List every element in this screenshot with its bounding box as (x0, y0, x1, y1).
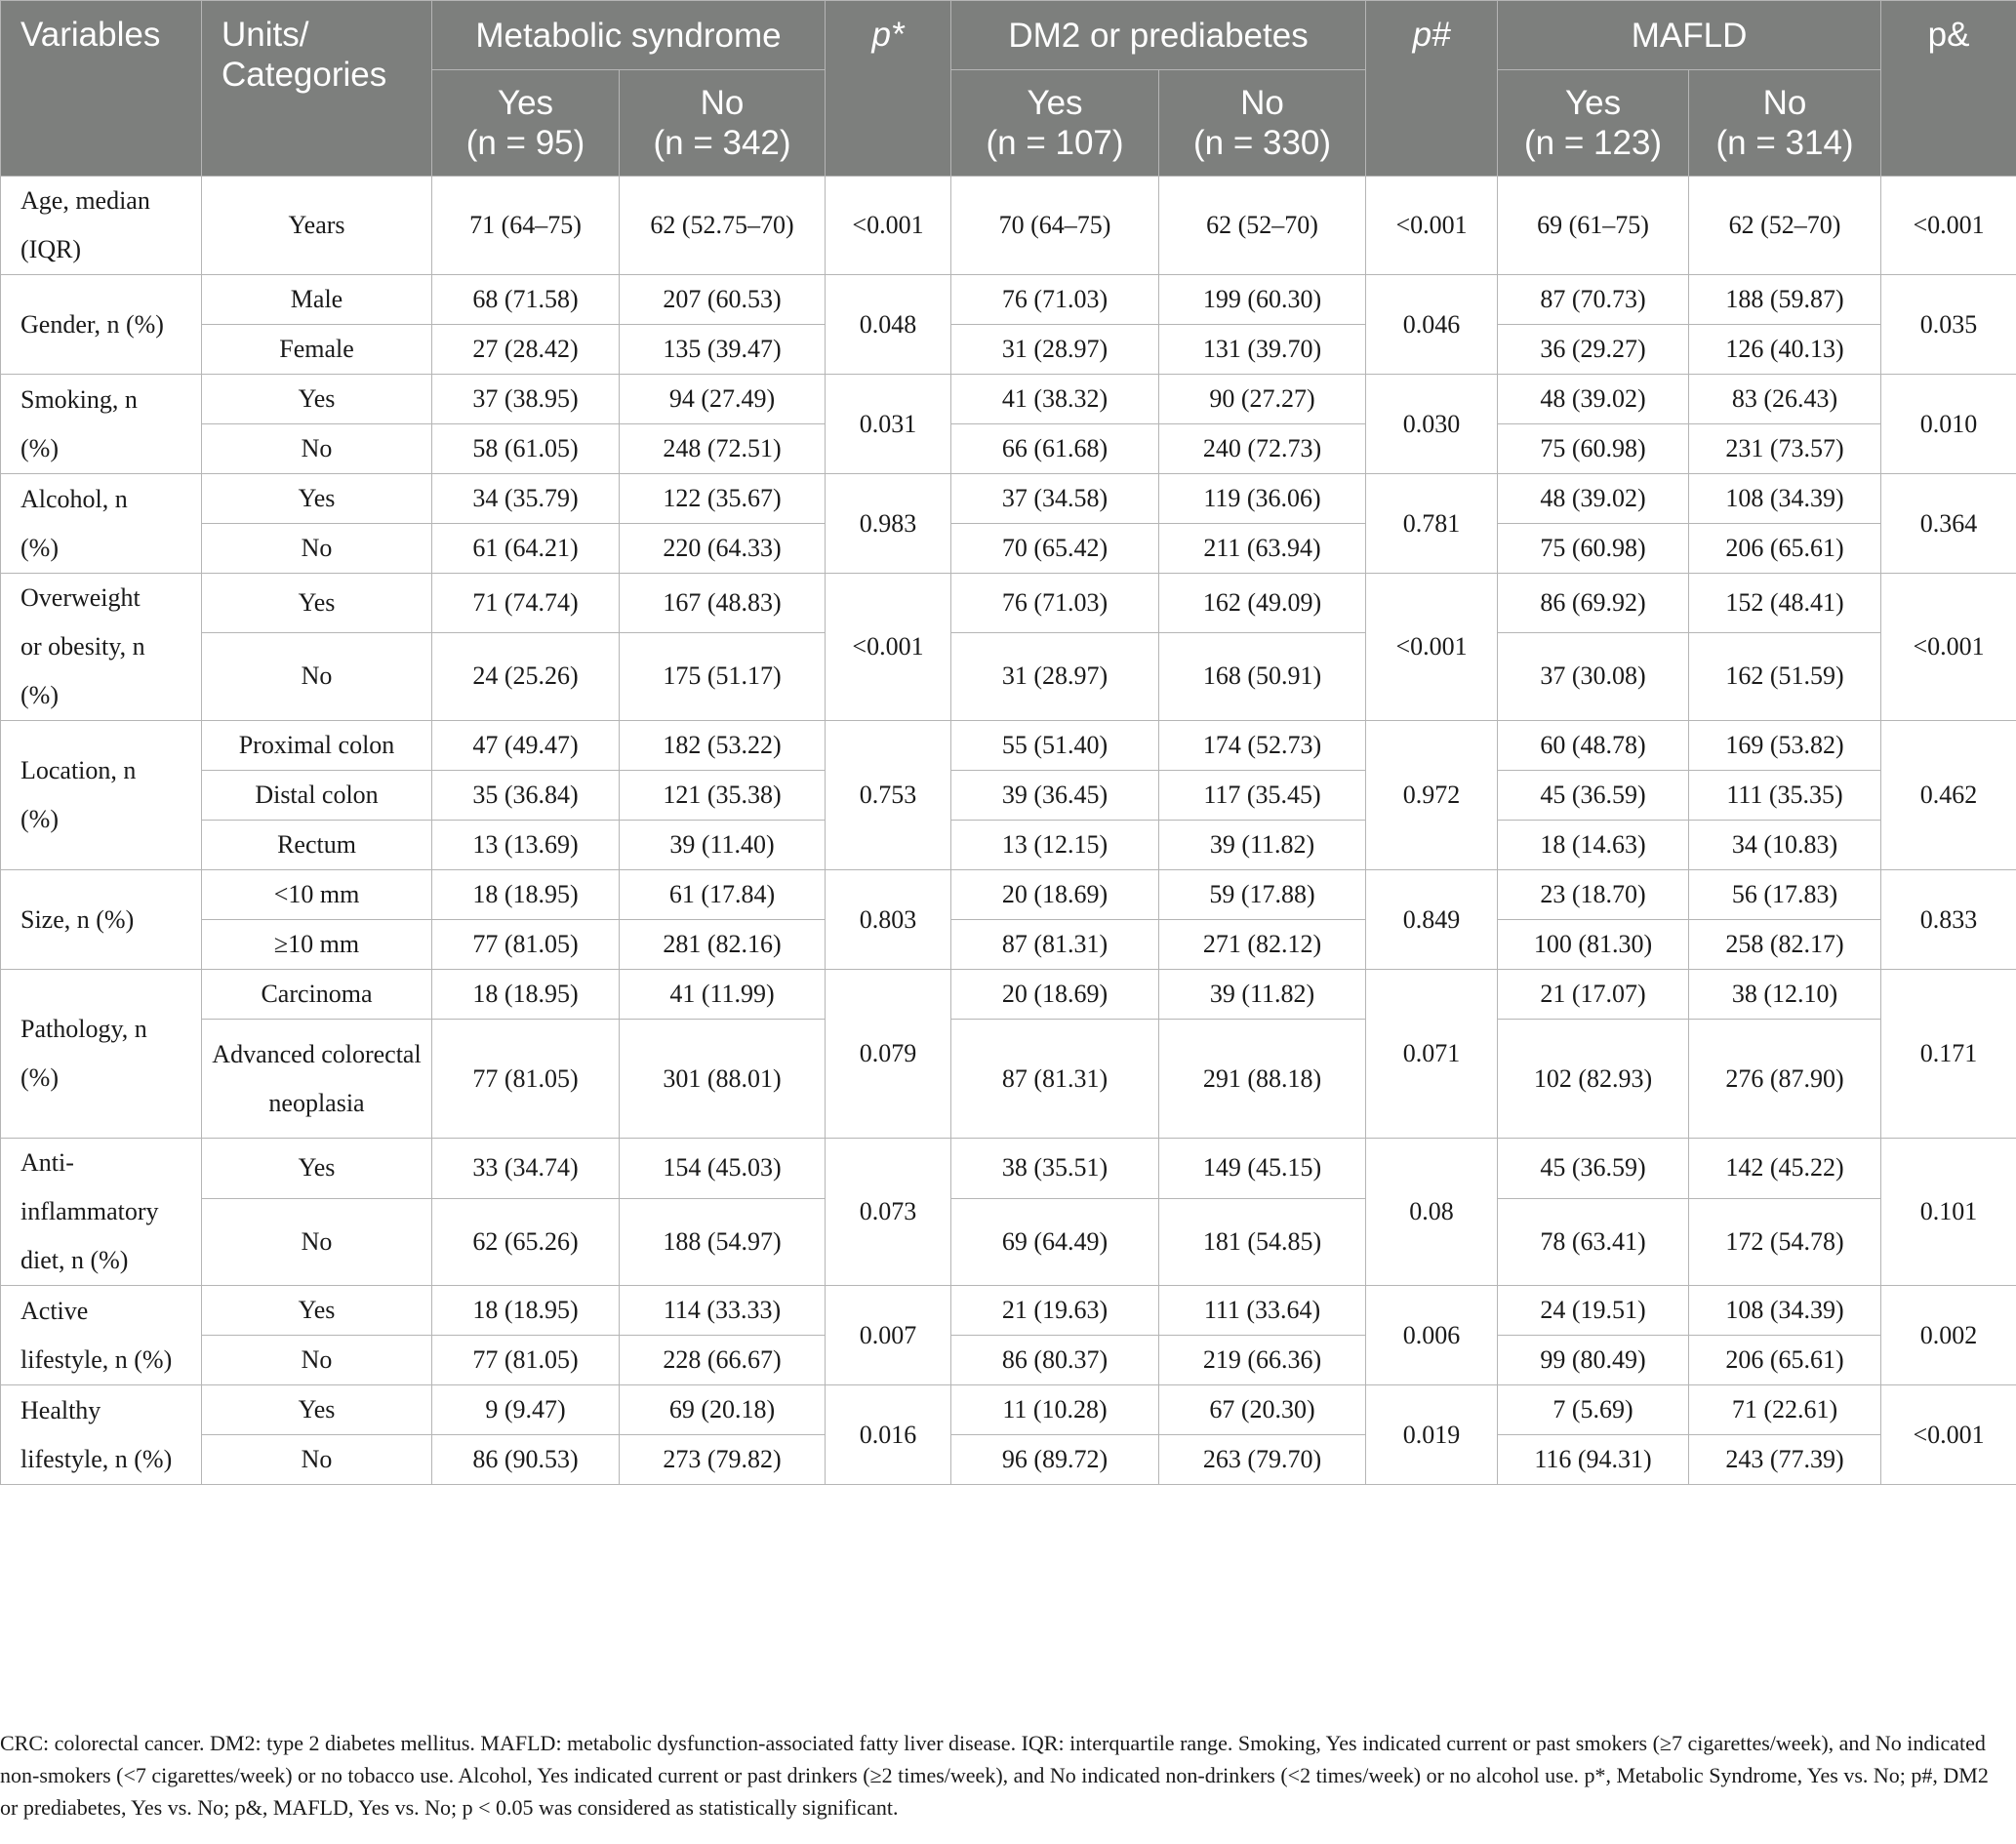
cell-value: 18 (14.63) (1498, 821, 1689, 870)
table-row (1, 721, 2016, 771)
cell-value: 77 (81.05) (432, 1336, 620, 1385)
cell-value: 37 (30.08) (1498, 632, 1689, 720)
table-row (1, 1435, 2016, 1485)
cell-value: 96 (89.72) (951, 1435, 1159, 1485)
row-category-label: <10 mm (202, 870, 432, 920)
row-category-label: Yes (202, 574, 432, 633)
row-category-label: Female (202, 325, 432, 375)
cell-value: 71 (64–75) (432, 177, 620, 275)
row-variable-label: Size, n (%) (1, 870, 202, 970)
cell-value: 206 (65.61) (1689, 1336, 1881, 1385)
cell-value: 45 (36.59) (1498, 771, 1689, 821)
cell-value: 70 (64–75) (951, 177, 1159, 275)
cell-value: 188 (54.97) (620, 1198, 826, 1285)
p-value: <0.001 (1881, 1385, 2016, 1485)
cell-value: 169 (53.82) (1689, 721, 1881, 771)
cell-value: 291 (88.18) (1159, 1020, 1366, 1139)
cell-value: 87 (81.31) (951, 920, 1159, 970)
row-variable-label: Location, n (%) (1, 721, 202, 870)
header-sub-no-3: No (n = 330) (1159, 70, 1366, 177)
cell-value: 135 (39.47) (620, 325, 826, 375)
cell-value: 220 (64.33) (620, 524, 826, 574)
cell-value: 36 (29.27) (1498, 325, 1689, 375)
row-category-label: Yes (202, 375, 432, 424)
cell-value: 199 (60.30) (1159, 275, 1366, 325)
table-row (1, 1385, 2016, 1435)
table-row (1, 474, 2016, 524)
cell-value: 99 (80.49) (1498, 1336, 1689, 1385)
table-row (1, 375, 2016, 424)
cell-value: 100 (81.30) (1498, 920, 1689, 970)
row-category-label: Proximal colon (202, 721, 432, 771)
cell-value: 181 (54.85) (1159, 1198, 1366, 1285)
header-group-metabolic-syndrome: Metabolic syndrome (432, 1, 826, 70)
table-row (1, 821, 2016, 870)
header-variables: Variables (1, 1, 202, 177)
cell-value: 168 (50.91) (1159, 632, 1366, 720)
row-category-label: Yes (202, 1385, 432, 1435)
cell-value: 62 (52.75–70) (620, 177, 826, 275)
table-row (1, 1139, 2016, 1199)
cell-value: 122 (35.67) (620, 474, 826, 524)
cell-value: 188 (59.87) (1689, 275, 1881, 325)
p-value: 0.071 (1366, 970, 1498, 1139)
cell-value: 114 (33.33) (620, 1286, 826, 1336)
row-category-label: Distal colon (202, 771, 432, 821)
p-value: 0.849 (1366, 870, 1498, 970)
cell-value: 39 (11.82) (1159, 821, 1366, 870)
header-sub-no-1: No (n = 342) (620, 70, 826, 177)
p-value: 0.035 (1881, 275, 2016, 375)
p-value: 0.753 (826, 721, 951, 870)
p-value: 0.171 (1881, 970, 2016, 1139)
cell-value: 75 (60.98) (1498, 424, 1689, 474)
cell-value: 61 (64.21) (432, 524, 620, 574)
cell-value: 108 (34.39) (1689, 1286, 1881, 1336)
cell-value: 75 (60.98) (1498, 524, 1689, 574)
p-value: 0.972 (1366, 721, 1498, 870)
cell-value: 21 (19.63) (951, 1286, 1159, 1336)
row-variable-label: Gender, n (%) (1, 275, 202, 375)
p-value: 0.781 (1366, 474, 1498, 574)
cell-value: 24 (25.26) (432, 632, 620, 720)
cell-value: 41 (38.32) (951, 375, 1159, 424)
p-value: 0.462 (1881, 721, 2016, 870)
table-row (1, 1336, 2016, 1385)
cell-value: 228 (66.67) (620, 1336, 826, 1385)
row-variable-label: Overweight or obesity, n (%) (1, 574, 202, 721)
cell-value: 271 (82.12) (1159, 920, 1366, 970)
row-category-label: No (202, 1198, 432, 1285)
row-variable-label: Smoking, n (%) (1, 375, 202, 474)
row-category-label: Carcinoma (202, 970, 432, 1020)
header-group-mafld: MAFLD (1498, 1, 1881, 70)
cell-value: 31 (28.97) (951, 325, 1159, 375)
cell-value: 69 (20.18) (620, 1385, 826, 1435)
table-row (1, 424, 2016, 474)
cell-value: 35 (36.84) (432, 771, 620, 821)
p-value: <0.001 (1366, 574, 1498, 721)
cell-value: 90 (27.27) (1159, 375, 1366, 424)
cell-value: 71 (74.74) (432, 574, 620, 633)
cell-value: 119 (36.06) (1159, 474, 1366, 524)
cell-value: 206 (65.61) (1689, 524, 1881, 574)
cell-value: 116 (94.31) (1498, 1435, 1689, 1485)
row-category-label: Advanced colorectal neoplasia (202, 1020, 432, 1139)
table-row (1, 275, 2016, 325)
cell-value: 117 (35.45) (1159, 771, 1366, 821)
cell-value: 18 (18.95) (432, 1286, 620, 1336)
cell-value: 38 (12.10) (1689, 970, 1881, 1020)
cell-value: 60 (48.78) (1498, 721, 1689, 771)
cell-value: 94 (27.49) (620, 375, 826, 424)
cell-value: 87 (81.31) (951, 1020, 1159, 1139)
cell-value: 47 (49.47) (432, 721, 620, 771)
cell-value: 59 (17.88) (1159, 870, 1366, 920)
table-row (1, 920, 2016, 970)
row-category-label: No (202, 524, 432, 574)
p-value: 0.983 (826, 474, 951, 574)
cell-value: 41 (11.99) (620, 970, 826, 1020)
table-row (1, 870, 2016, 920)
cell-value: 61 (17.84) (620, 870, 826, 920)
header-sub-yes-4: Yes (n = 123) (1498, 70, 1689, 177)
cell-value: 162 (51.59) (1689, 632, 1881, 720)
cell-value: 33 (34.74) (432, 1139, 620, 1199)
p-value: <0.001 (1366, 177, 1498, 275)
cell-value: 45 (36.59) (1498, 1139, 1689, 1199)
cell-value: 111 (33.64) (1159, 1286, 1366, 1336)
cell-value: 34 (35.79) (432, 474, 620, 524)
row-category-label: No (202, 1336, 432, 1385)
p-value: 0.016 (826, 1385, 951, 1485)
cell-value: 86 (90.53) (432, 1435, 620, 1485)
cell-value: 21 (17.07) (1498, 970, 1689, 1020)
cell-value: 102 (82.93) (1498, 1020, 1689, 1139)
p-value: 0.007 (826, 1286, 951, 1385)
table-row (1, 632, 2016, 720)
cell-value: 48 (39.02) (1498, 474, 1689, 524)
p-value: 0.833 (1881, 870, 2016, 970)
p-value: 0.046 (1366, 275, 1498, 375)
p-value: 0.002 (1881, 1286, 2016, 1385)
table-row (1, 1198, 2016, 1285)
cell-value: 248 (72.51) (620, 424, 826, 474)
cell-value: 11 (10.28) (951, 1385, 1159, 1435)
cell-value: 23 (18.70) (1498, 870, 1689, 920)
header-units: Units/ Categories (202, 1, 432, 177)
cell-value: 39 (36.45) (951, 771, 1159, 821)
cell-value: 7 (5.69) (1498, 1385, 1689, 1435)
cell-value: 67 (20.30) (1159, 1385, 1366, 1435)
cell-value: 56 (17.83) (1689, 870, 1881, 920)
cell-value: 219 (66.36) (1159, 1336, 1366, 1385)
row-category-label: Male (202, 275, 432, 325)
cell-value: 77 (81.05) (432, 920, 620, 970)
table-row (1, 574, 2016, 633)
header-p-amp: p& (1881, 1, 2016, 177)
cell-value: 162 (49.09) (1159, 574, 1366, 633)
cell-value: 34 (10.83) (1689, 821, 1881, 870)
p-value: <0.001 (1881, 574, 2016, 721)
p-value: <0.001 (826, 177, 951, 275)
cell-value: 66 (61.68) (951, 424, 1159, 474)
row-category-label: ≥10 mm (202, 920, 432, 970)
cell-value: 62 (52–70) (1159, 177, 1366, 275)
row-variable-label: Alcohol, n (%) (1, 474, 202, 574)
cell-value: 62 (65.26) (432, 1198, 620, 1285)
cell-value: 167 (48.83) (620, 574, 826, 633)
cell-value: 240 (72.73) (1159, 424, 1366, 474)
cell-value: 13 (12.15) (951, 821, 1159, 870)
cell-value: 301 (88.01) (620, 1020, 826, 1139)
cell-value: 154 (45.03) (620, 1139, 826, 1199)
row-category-label: Rectum (202, 821, 432, 870)
p-value: 0.364 (1881, 474, 2016, 574)
cell-value: 83 (26.43) (1689, 375, 1881, 424)
cell-value: 276 (87.90) (1689, 1020, 1881, 1139)
p-value: 0.08 (1366, 1139, 1498, 1286)
cell-value: 24 (19.51) (1498, 1286, 1689, 1336)
cell-value: 39 (11.82) (1159, 970, 1366, 1020)
cell-value: 111 (35.35) (1689, 771, 1881, 821)
cell-value: 273 (79.82) (620, 1435, 826, 1485)
cell-value: 258 (82.17) (1689, 920, 1881, 970)
cell-value: 182 (53.22) (620, 721, 826, 771)
cell-value: 77 (81.05) (432, 1020, 620, 1139)
cell-value: 48 (39.02) (1498, 375, 1689, 424)
cell-value: 71 (22.61) (1689, 1385, 1881, 1435)
cell-value: 68 (71.58) (432, 275, 620, 325)
cell-value: 27 (28.42) (432, 325, 620, 375)
p-value: 0.010 (1881, 375, 2016, 474)
row-category-label: Yes (202, 1286, 432, 1336)
table-row (1, 1020, 2016, 1139)
cell-value: 243 (77.39) (1689, 1435, 1881, 1485)
cell-value: 13 (13.69) (432, 821, 620, 870)
p-value: 0.803 (826, 870, 951, 970)
cell-value: 69 (64.49) (951, 1198, 1159, 1285)
cell-value: 20 (18.69) (951, 970, 1159, 1020)
cell-value: 58 (61.05) (432, 424, 620, 474)
cell-value: 211 (63.94) (1159, 524, 1366, 574)
row-variable-label: Age, median (IQR) (1, 177, 202, 275)
row-variable-label: Active lifestyle, n (%) (1, 1286, 202, 1385)
cell-value: 62 (52–70) (1689, 177, 1881, 275)
cell-value: 86 (80.37) (951, 1336, 1159, 1385)
cell-value: 131 (39.70) (1159, 325, 1366, 375)
p-value: 0.073 (826, 1139, 951, 1286)
cell-value: 69 (61–75) (1498, 177, 1689, 275)
cell-value: 37 (34.58) (951, 474, 1159, 524)
cell-value: 142 (45.22) (1689, 1139, 1881, 1199)
cell-value: 38 (35.51) (951, 1139, 1159, 1199)
cell-value: 175 (51.17) (620, 632, 826, 720)
row-variable-label: Healthy lifestyle, n (%) (1, 1385, 202, 1485)
row-category-label: Years (202, 177, 432, 275)
cell-value: 207 (60.53) (620, 275, 826, 325)
row-category-label: No (202, 632, 432, 720)
cell-value: 172 (54.78) (1689, 1198, 1881, 1285)
row-category-label: Yes (202, 474, 432, 524)
cell-value: 78 (63.41) (1498, 1198, 1689, 1285)
cell-value: 149 (45.15) (1159, 1139, 1366, 1199)
row-variable-label: Anti- inflammatory diet, n (%) (1, 1139, 202, 1286)
cell-value: 87 (70.73) (1498, 275, 1689, 325)
header-p-hash: p# (1366, 1, 1498, 177)
cell-value: 37 (38.95) (432, 375, 620, 424)
row-variable-label: Pathology, n (%) (1, 970, 202, 1139)
cell-value: 20 (18.69) (951, 870, 1159, 920)
cell-value: 108 (34.39) (1689, 474, 1881, 524)
cell-value: 152 (48.41) (1689, 574, 1881, 633)
p-value: 0.006 (1366, 1286, 1498, 1385)
table-row (1, 970, 2016, 1020)
cell-value: 39 (11.40) (620, 821, 826, 870)
table-row (1, 325, 2016, 375)
cell-value: 76 (71.03) (951, 275, 1159, 325)
cell-value: 126 (40.13) (1689, 325, 1881, 375)
header-p-star: p* (826, 1, 951, 177)
row-category-label: No (202, 424, 432, 474)
table-row (1, 524, 2016, 574)
table-row (1, 1286, 2016, 1336)
cell-value: 174 (52.73) (1159, 721, 1366, 771)
header-sub-yes-2: Yes (n = 107) (951, 70, 1159, 177)
cell-value: 31 (28.97) (951, 632, 1159, 720)
table-row (1, 771, 2016, 821)
cell-value: 18 (18.95) (432, 870, 620, 920)
p-value: 0.079 (826, 970, 951, 1139)
p-value: <0.001 (1881, 177, 2016, 275)
cell-value: 55 (51.40) (951, 721, 1159, 771)
cell-value: 70 (65.42) (951, 524, 1159, 574)
row-category-label: No (202, 1435, 432, 1485)
p-value: <0.001 (826, 574, 951, 721)
p-value: 0.101 (1881, 1139, 2016, 1286)
cell-value: 121 (35.38) (620, 771, 826, 821)
header-sub-no-5: No (n = 314) (1689, 70, 1881, 177)
header-sub-yes-0: Yes (n = 95) (432, 70, 620, 177)
row-category-label: Yes (202, 1139, 432, 1199)
cell-value: 231 (73.57) (1689, 424, 1881, 474)
cell-value: 263 (79.70) (1159, 1435, 1366, 1485)
table-row (1, 177, 2016, 275)
cell-value: 86 (69.92) (1498, 574, 1689, 633)
p-value: 0.048 (826, 275, 951, 375)
cell-value: 76 (71.03) (951, 574, 1159, 633)
header-group-dm2: DM2 or prediabetes (951, 1, 1366, 70)
table-footnote: CRC: colorectal cancer. DM2: type 2 diabetes mellitus. MAFLD: metabolic dysfunction-associated fatty liver disease. IQR: interquartile range. Smoking, Yes indicated current or past smokers (≥7 cigarettes/week), and No indicated non-smokers (<7 cigarettes/week) or no tobacco use. Alcohol, Yes indicated current or past drinkers (≥2 times/week), and No indicated non-drinkers (<2 times/week) or no alcohol use. p*, Metabolic Syndrome, Yes vs. No; p#, DM2 or prediabetes, Yes vs. No; p&, MAFLD, Yes vs. No; p < 0.05 was considered as statistically significant. (0, 1731, 1989, 1820)
p-value: 0.031 (826, 375, 951, 474)
cell-value: 281 (82.16) (620, 920, 826, 970)
cell-value: 9 (9.47) (432, 1385, 620, 1435)
p-value: 0.019 (1366, 1385, 1498, 1485)
p-value: 0.030 (1366, 375, 1498, 474)
cell-value: 18 (18.95) (432, 970, 620, 1020)
